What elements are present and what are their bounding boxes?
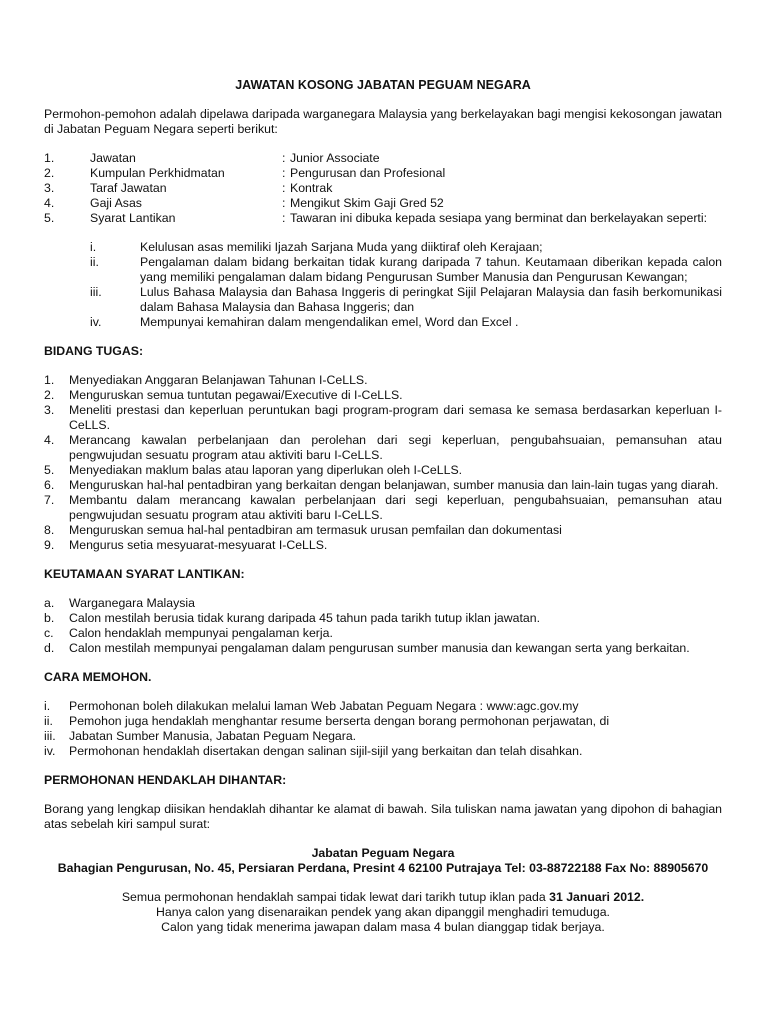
- spec-colon: :: [282, 151, 286, 165]
- list-item: [44, 373, 722, 388]
- list-number: 5.: [44, 463, 55, 477]
- list-number: d.: [44, 641, 55, 655]
- list-text: Calon mestilah berusia tidak kurang daripada 45 tahun pada tarikh tutup iklan jawatan.: [69, 611, 540, 625]
- list-text: Menyediakan Anggaran Belanjawan Tahunan I-CeLLS.: [69, 373, 368, 387]
- spec-value: Pengurusan dan Profesional: [290, 166, 446, 180]
- list-number: 3.: [44, 403, 55, 417]
- position-spec-table: [44, 151, 722, 226]
- spec-colon: :: [282, 166, 286, 180]
- bidang-tugas-heading: BIDANG TUGAS:: [44, 344, 144, 358]
- list-item: [44, 641, 722, 656]
- list-item: [44, 729, 722, 744]
- list-number: i.: [44, 699, 51, 713]
- requirement-text: Lulus Bahasa Malaysia dan Bahasa Inggeris di peringkat Sijil Pelajaran Malaysia dan fasih berkomunikasi dalam Bahasa Malaysia dan Bahasa Inggeris; dan: [140, 285, 722, 314]
- list-text: Calon mestilah mempunyai pengalaman dalam pengurusan sumber manusia dan kewangan serta yang berkaitan.: [69, 641, 690, 655]
- closing-deadline-line: [44, 890, 722, 905]
- list-item: [44, 744, 722, 759]
- requirement-item: [90, 285, 722, 315]
- keutamaan-list: [44, 596, 722, 656]
- spec-number: 2.: [44, 166, 55, 180]
- spec-label: Jawatan: [90, 151, 136, 165]
- requirement-text: Kelulusan asas memiliki Ijazah Sarjana Muda yang diiktiraf oleh Kerajaan;: [140, 240, 543, 254]
- list-text: Menguruskan semua hal-hal pentadbiran am termasuk urusan pemfailan dan dokumentasi: [69, 523, 562, 537]
- list-text: Meneliti prestasi dan keperluan peruntukan bagi program-program dari semasa ke semasa berdasarkan keperluan I-CeLLS.: [69, 403, 722, 432]
- requirement-number: i.: [90, 240, 97, 254]
- requirement-item: [90, 315, 722, 330]
- list-text: Permohonan hendaklah disertakan dengan salinan sijil-sijil yang berkaitan dan telah disahkan.: [69, 744, 583, 758]
- spec-colon: :: [282, 181, 286, 195]
- list-number: c.: [44, 626, 54, 640]
- address-line: Bahagian Pengurusan, No. 45, Persiaran Perdana, Presint 4 62100 Putrajaya Tel: 03-88722188 Fax No: 88905670: [57, 861, 709, 875]
- requirement-number: iii.: [90, 285, 102, 299]
- spec-row: [44, 151, 722, 166]
- list-item: [44, 478, 722, 493]
- spec-number: 3.: [44, 181, 55, 195]
- list-item: [44, 403, 722, 433]
- closing-deadline-date: 31 Januari 2012.: [549, 890, 645, 904]
- spec-number: 5.: [44, 211, 55, 225]
- list-number: ii.: [44, 714, 53, 728]
- list-item: [44, 538, 722, 553]
- list-text: Pemohon juga hendaklah menghantar resume berserta dengan borang permohonan perjawatan, di: [69, 714, 610, 728]
- spec-colon: :: [282, 196, 286, 210]
- intro-paragraph: Permohon-pemohon adalah dipelawa daripada warganegara Malaysia yang berkelayakan bagi mengisi kekosongan jawatan di Jabatan Peguam Negara seperti berikut:: [44, 107, 722, 136]
- list-item: [44, 493, 722, 523]
- permohonan-dihantar-heading: PERMOHONAN HENDAKLAH DIHANTAR:: [44, 773, 287, 787]
- closing-noreply-line: Calon yang tidak menerima jawapan dalam masa 4 bulan dianggap tidak berjaya.: [161, 920, 605, 934]
- address-name: Jabatan Peguam Negara: [311, 846, 455, 860]
- cara-memohon-heading: CARA MEMOHON.: [44, 670, 152, 684]
- spec-row: [44, 166, 722, 181]
- list-item: [44, 714, 722, 729]
- list-item: [44, 523, 722, 538]
- requirement-number: ii.: [90, 255, 99, 269]
- list-text: Menguruskan semua tuntutan pegawai/Executive di I-CeLLS.: [69, 388, 403, 402]
- list-number: 1.: [44, 373, 55, 387]
- list-text: Merancang kawalan perbelanjaan dan perolehan dari segi keperluan, pengubahsuaian, pemansuhan atau pengwujudan sesuatu program atau aktiviti baru I-CeLLS.: [69, 433, 722, 462]
- spec-label: Kumpulan Perkhidmatan: [90, 166, 225, 180]
- list-text: Membantu dalam merancang kawalan perbelanjaan dari segi keperluan, pengubahsuaian, pemansuhan atau pengwujudan sesuatu program atau aktiviti baru I-CeLLS.: [69, 493, 722, 522]
- list-text: Permohonan boleh dilakukan melalui laman Web Jabatan Peguam Negara : www:agc.gov.my: [69, 699, 579, 713]
- requirement-item: [90, 240, 722, 255]
- bidang-tugas-list: [44, 373, 722, 553]
- list-item: [44, 388, 722, 403]
- list-number: 7.: [44, 493, 55, 507]
- list-number: iii.: [44, 729, 56, 743]
- mailing-address: [44, 846, 722, 876]
- submission-paragraph: Borang yang lengkap diisikan hendaklah dihantar ke alamat di bawah. Sila tuliskan nama jawatan yang dipohon di bahagian atas sebelah kiri sampul surat:: [44, 802, 722, 831]
- keutamaan-heading: KEUTAMAAN SYARAT LANTIKAN:: [44, 567, 245, 581]
- list-item: [44, 626, 722, 641]
- list-number: 2.: [44, 388, 55, 402]
- list-item: [44, 596, 722, 611]
- document-title: JAWATAN KOSONG JABATAN PEGUAM NEGARA: [235, 78, 531, 92]
- spec-value: Tawaran ini dibuka kepada sesiapa yang berminat dan berkelayakan seperti:: [290, 211, 707, 225]
- spec-label: Taraf Jawatan: [90, 181, 167, 195]
- closing-shortlist-line: Hanya calon yang disenaraikan pendek yang akan dipanggil menghadiri temuduga.: [156, 905, 610, 919]
- list-text: Jabatan Sumber Manusia, Jabatan Peguam Negara.: [69, 729, 357, 743]
- document-page: [44, 78, 722, 935]
- list-item: [44, 611, 722, 626]
- requirement-number: iv.: [90, 315, 102, 329]
- list-number: b.: [44, 611, 55, 625]
- list-number: 8.: [44, 523, 55, 537]
- requirement-text: Pengalaman dalam bidang berkaitan tidak kurang daripada 7 tahun. Keutamaan diberikan kepada calon yang memiliki pengalaman dalam bidang Pengurusan Sumber Manusia dan Pengurusan Kewangan;: [140, 255, 722, 284]
- requirements-list: [90, 240, 722, 330]
- spec-value: Kontrak: [290, 181, 333, 195]
- list-item: [44, 463, 722, 478]
- spec-label: Syarat Lantikan: [90, 211, 176, 225]
- spec-colon: :: [282, 211, 286, 225]
- spec-row: [44, 196, 722, 211]
- spec-number: 1.: [44, 151, 55, 165]
- list-text: Menyediakan maklum balas atau laporan yang diperlukan oleh I-CeLLS.: [69, 463, 463, 477]
- list-text: Mengurus setia mesyuarat-mesyuarat I-CeLLS.: [69, 538, 328, 552]
- list-item: [44, 699, 722, 714]
- closing-notes: [44, 890, 722, 935]
- list-text: Menguruskan hal-hal pentadbiran yang berkaitan dengan belanjawan, sumber manusia dan lain-lain tugas yang diarah.: [69, 478, 719, 492]
- list-number: iv.: [44, 744, 56, 758]
- list-text: Calon hendaklah mempunyai pengalaman kerja.: [69, 626, 333, 640]
- requirement-text: Mempunyai kemahiran dalam mengendalikan emel, Word dan Excel .: [140, 315, 519, 329]
- spec-number: 4.: [44, 196, 55, 210]
- spec-row: [44, 181, 722, 196]
- list-number: 4.: [44, 433, 55, 447]
- list-text: Warganegara Malaysia: [69, 596, 195, 610]
- list-number: 9.: [44, 538, 55, 552]
- list-number: 6.: [44, 478, 55, 492]
- list-number: a.: [44, 596, 55, 610]
- spec-row: [44, 211, 722, 226]
- requirement-item: [90, 255, 722, 285]
- cara-memohon-list: [44, 699, 722, 759]
- spec-value: Junior Associate: [290, 151, 380, 165]
- spec-label: Gaji Asas: [90, 196, 142, 210]
- closing-deadline-text: Semua permohonan hendaklah sampai tidak lewat dari tarikh tutup iklan pada: [121, 890, 546, 904]
- spec-value: Mengikut Skim Gaji Gred 52: [290, 196, 444, 210]
- list-item: [44, 433, 722, 463]
